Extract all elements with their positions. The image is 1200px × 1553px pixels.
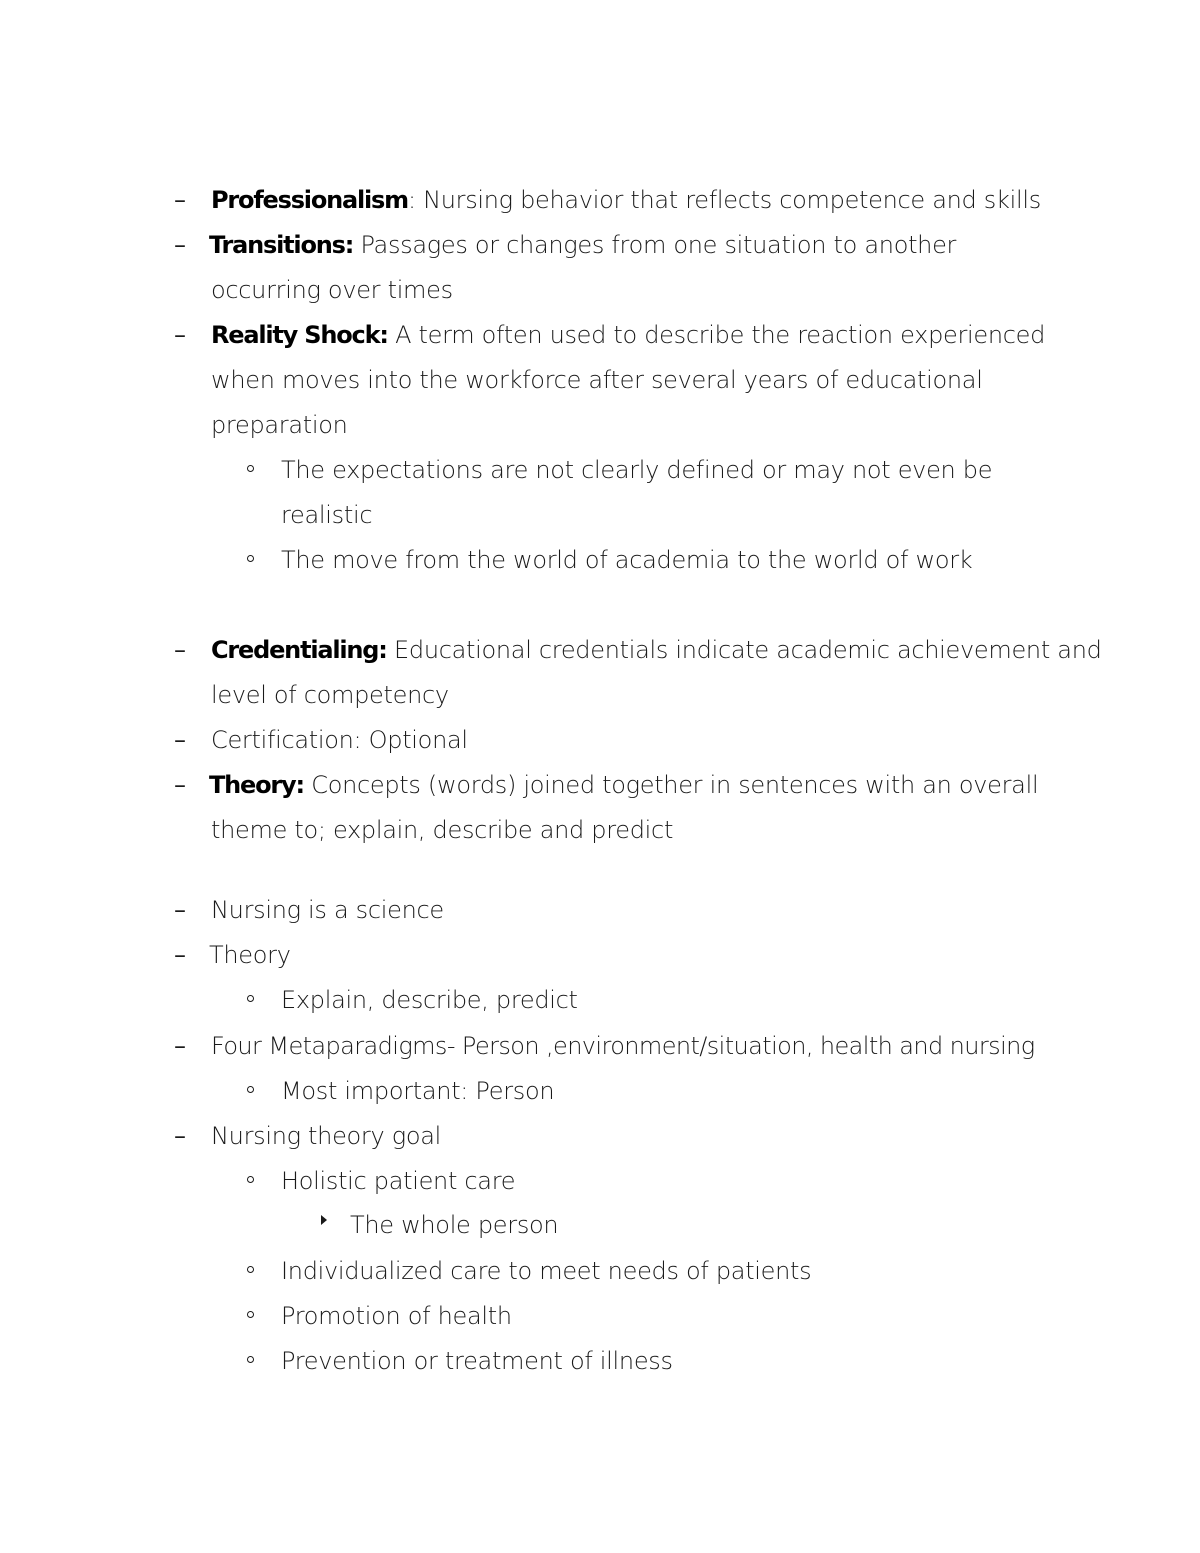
dash-bullet: – (174, 941, 186, 969)
dash-bullet: – (174, 186, 186, 214)
metaparadigms-item: Four Metaparadigms- Person ,environment/situation, health and nursing (211, 1032, 1035, 1060)
dash-bullet: – (174, 896, 186, 924)
theory-definition-item (209, 770, 1038, 800)
dash-bullet: – (174, 321, 186, 349)
reality-shock-item (211, 320, 1045, 350)
transitions-item (209, 230, 956, 260)
theory-text-2: theme to; explain, describe and predict (211, 816, 674, 844)
dash-bullet: – (174, 726, 186, 754)
reality-shock-term: Reality Shock: (211, 321, 388, 349)
transitions-text-2: occurring over times (211, 276, 453, 304)
circle-bullet (247, 1176, 254, 1183)
dash-bullet: – (174, 1032, 186, 1060)
reality-shock-text-3: preparation (211, 411, 348, 439)
credentialing-item (211, 635, 1102, 665)
theory-sub-item: Explain, describe, predict (281, 986, 578, 1014)
circle-bullet (247, 1266, 254, 1273)
credentialing-term: Credentialing: (211, 636, 387, 664)
reality-shock-text-2: when moves into the workforce after several years of educational (211, 366, 983, 394)
dash-bullet: – (174, 771, 186, 799)
triangle-bullet (321, 1215, 327, 1225)
reality-shock-text-1: A term often used to describe the reaction experienced (387, 321, 1046, 349)
metaparadigms-sub-item: Most important: Person (281, 1077, 555, 1105)
transitions-text-1: Passages or changes from one situation to another (353, 231, 957, 259)
circle-bullet (247, 995, 254, 1002)
dash-bullet: – (174, 231, 186, 259)
credentialing-text-1: Educational credentials indicate academic achievement and (386, 636, 1102, 664)
nursing-science-item: Nursing is a science (211, 896, 444, 924)
goal-sub-2: Individualized care to meet needs of patients (281, 1257, 812, 1285)
professionalism-term: Professionalism (211, 186, 408, 214)
dash-bullet: – (174, 636, 186, 664)
goal-sub-1-sub: The whole person (350, 1211, 559, 1239)
goal-sub-4: Prevention or treatment of illness (281, 1347, 673, 1375)
circle-bullet (247, 1311, 254, 1318)
reality-shock-sub-1a: The expectations are not clearly defined or may not even be (281, 456, 993, 484)
theory-term: Theory: (209, 771, 304, 799)
theory-item: Theory (209, 941, 291, 969)
transitions-term: Transitions: (209, 231, 354, 259)
dash-bullet: – (174, 1122, 186, 1150)
certification-item: Certification: Optional (211, 726, 468, 754)
goal-sub-3: Promotion of health (281, 1302, 512, 1330)
circle-bullet (247, 465, 254, 472)
circle-bullet (247, 555, 254, 562)
reality-shock-sub-2: The move from the world of academia to the world of work (281, 546, 973, 574)
circle-bullet (247, 1356, 254, 1363)
circle-bullet (247, 1086, 254, 1093)
goal-item: Nursing theory goal (211, 1122, 441, 1150)
professionalism-text: : Nursing behavior that reflects competence and skills (407, 186, 1041, 214)
reality-shock-sub-1b: realistic (281, 501, 373, 529)
goal-sub-1: Holistic patient care (281, 1167, 516, 1195)
credentialing-text-2: level of competency (211, 681, 449, 709)
professionalism-item (211, 185, 1041, 215)
theory-text-1: Concepts (words) joined together in sentences with an overall (303, 771, 1039, 799)
